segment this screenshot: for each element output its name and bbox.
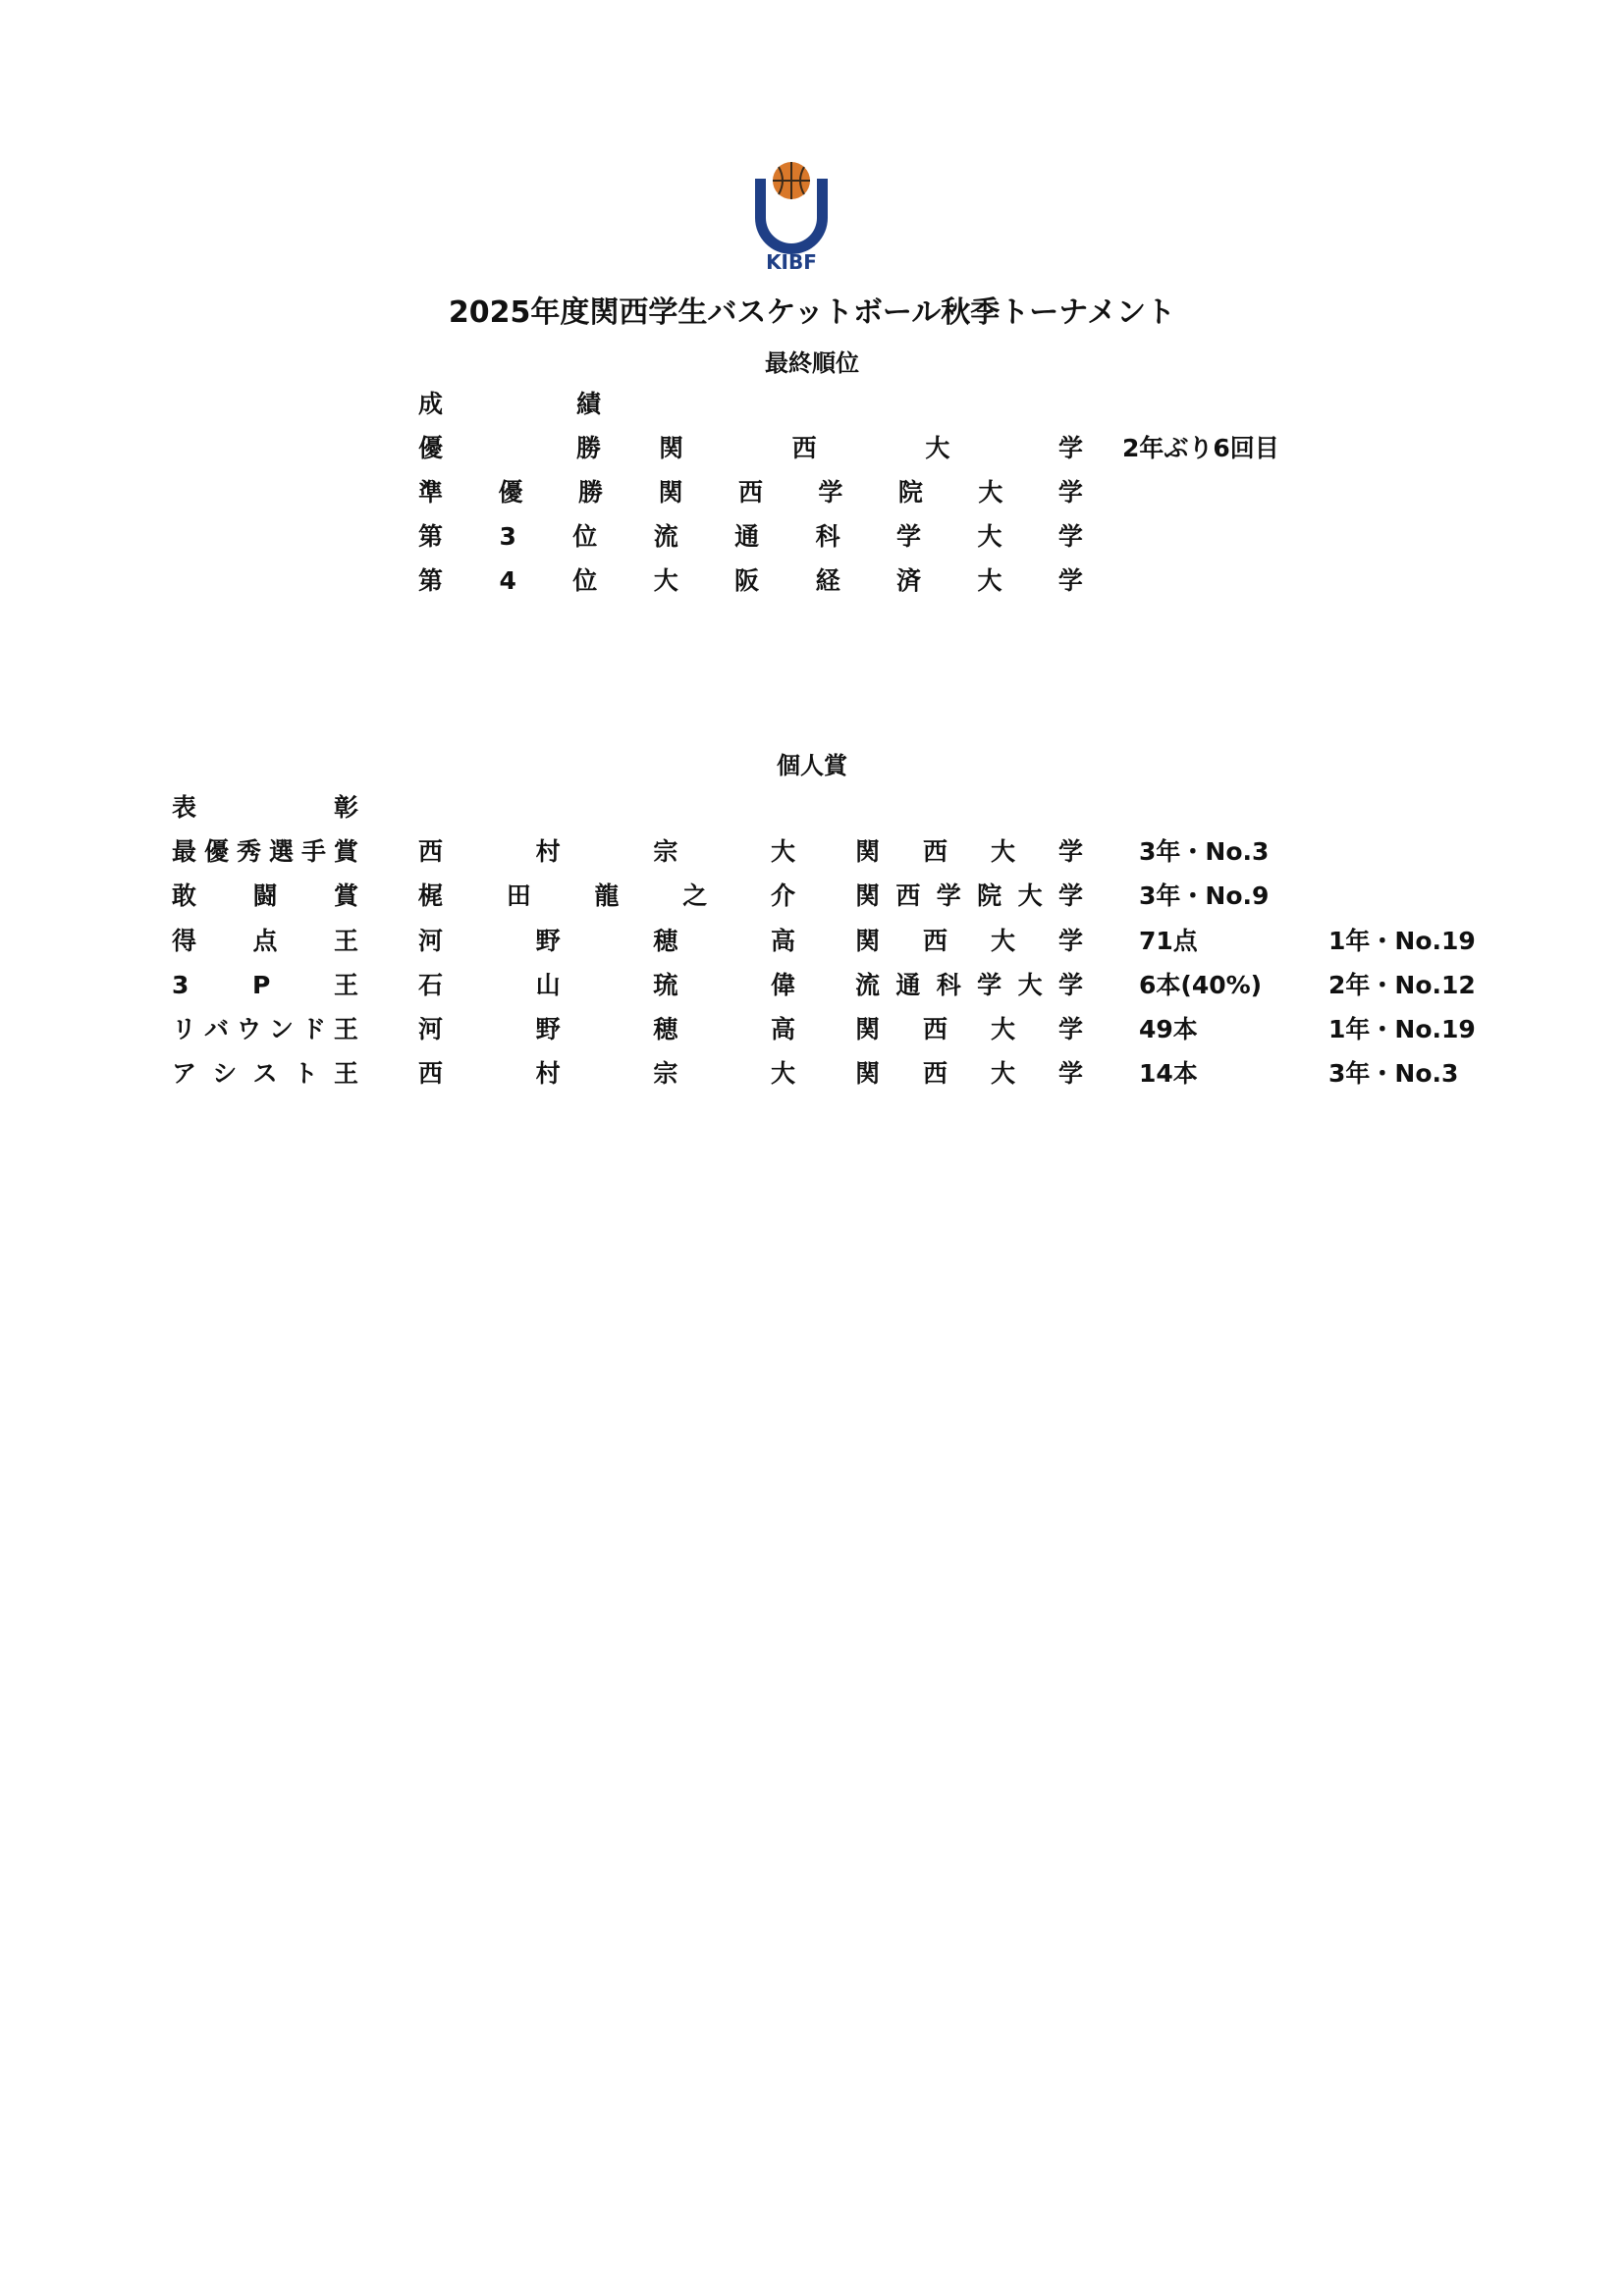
cell-char: 阪 bbox=[734, 566, 760, 595]
rank-char: 勝 bbox=[575, 434, 601, 462]
player-name-char: 山 bbox=[535, 971, 561, 999]
cell-char: 通 bbox=[734, 522, 760, 551]
cell-char: 勝 bbox=[577, 478, 603, 507]
logo-caption: KIBF bbox=[766, 250, 817, 274]
player-name bbox=[418, 877, 795, 916]
player-name-char: 穂 bbox=[653, 1015, 678, 1043]
player-school-char: 学 bbox=[1057, 971, 1083, 999]
award-title-char: 手 bbox=[300, 837, 326, 866]
player-school-char: 西 bbox=[922, 1015, 947, 1043]
player-name bbox=[418, 832, 795, 872]
player-school bbox=[855, 877, 1083, 916]
cell-char: 準 bbox=[418, 478, 444, 507]
cell-char: 学 bbox=[896, 522, 922, 551]
player-name-char: 穂 bbox=[653, 927, 678, 955]
player-name-char: 高 bbox=[770, 927, 795, 955]
award-title-char: 王 bbox=[333, 1059, 358, 1088]
basketball-icon bbox=[773, 162, 810, 199]
player-school-char: 西 bbox=[922, 1059, 947, 1088]
cell-char: 大 bbox=[978, 478, 1003, 507]
player-name-char: 河 bbox=[418, 927, 444, 955]
award-title-char: 王 bbox=[333, 971, 358, 999]
player-school-char: 西 bbox=[922, 927, 947, 955]
award-stat: 71点 bbox=[1139, 927, 1198, 955]
award-row bbox=[0, 922, 1624, 961]
player-name bbox=[418, 966, 795, 1005]
player-name-char: 河 bbox=[418, 1015, 444, 1043]
award-title-char: 敢 bbox=[172, 881, 197, 910]
player-name-char: 野 bbox=[535, 1015, 561, 1043]
player-name-char: 大 bbox=[770, 1059, 795, 1088]
player-school-char: 関 bbox=[855, 1059, 881, 1088]
award-title bbox=[172, 922, 358, 961]
award-info: 3年・No.3 bbox=[1328, 1059, 1459, 1088]
player-name-char: 村 bbox=[535, 1059, 561, 1088]
cell-char: 経 bbox=[815, 566, 840, 595]
header-char: 績 bbox=[575, 390, 601, 418]
award-info: 1年・No.19 bbox=[1328, 1015, 1476, 1043]
cell-char: 済 bbox=[896, 566, 922, 595]
player-school-char: 科 bbox=[936, 971, 961, 999]
awards-header-row bbox=[0, 788, 1624, 828]
player-name bbox=[418, 1054, 795, 1094]
award-title bbox=[172, 966, 358, 1005]
standings-row-third bbox=[0, 517, 1624, 557]
standings-row-fourth bbox=[0, 561, 1624, 601]
player-name-char: 介 bbox=[770, 881, 795, 910]
player-school-char: 西 bbox=[922, 837, 947, 866]
standings-header-row bbox=[0, 385, 1624, 424]
player-name-char: 大 bbox=[770, 837, 795, 866]
player-name-char: 宗 bbox=[653, 837, 678, 866]
award-title-char: 王 bbox=[333, 1015, 358, 1043]
cell-char: 第 bbox=[418, 522, 444, 551]
award-title-char: シ bbox=[212, 1059, 238, 1088]
cell-char: 大 bbox=[653, 566, 678, 595]
standings-cells bbox=[418, 517, 1083, 557]
header-char: 彰 bbox=[333, 793, 358, 822]
player-school-char: 関 bbox=[855, 1015, 881, 1043]
player-school-char: 学 bbox=[1057, 1015, 1083, 1043]
rank-char: 優 bbox=[418, 434, 444, 462]
player-school-char: 関 bbox=[855, 881, 881, 910]
standings-cells bbox=[418, 561, 1083, 601]
award-title-char: 最 bbox=[172, 837, 197, 866]
player-school-char: 学 bbox=[1057, 927, 1083, 955]
award-stat: 3年・No.3 bbox=[1139, 837, 1270, 866]
header-char: 成 bbox=[418, 390, 444, 418]
award-info: 2年・No.12 bbox=[1328, 971, 1476, 999]
award-title bbox=[172, 1054, 358, 1094]
award-title-char: ド bbox=[300, 1015, 326, 1043]
school-name bbox=[659, 429, 1083, 468]
award-row bbox=[0, 1010, 1624, 1049]
cell-char: 流 bbox=[653, 522, 678, 551]
award-stat: 6本(40%) bbox=[1139, 971, 1263, 999]
cell-char: 大 bbox=[977, 566, 1002, 595]
award-title bbox=[172, 832, 358, 872]
school-char: 関 bbox=[659, 434, 684, 462]
kibf-logo bbox=[749, 157, 834, 275]
player-school-char: 学 bbox=[1057, 1059, 1083, 1088]
cell-char: 優 bbox=[498, 478, 523, 507]
player-school-char: 学 bbox=[977, 971, 1002, 999]
award-title-char: 優 bbox=[203, 837, 229, 866]
player-school-char: 流 bbox=[855, 971, 881, 999]
cell-char: 学 bbox=[1057, 522, 1083, 551]
award-info: 1年・No.19 bbox=[1328, 927, 1476, 955]
award-title-char: リ bbox=[172, 1015, 197, 1043]
player-school-char: 通 bbox=[895, 971, 921, 999]
player-school-char: 関 bbox=[855, 927, 881, 955]
player-school-char: 大 bbox=[1017, 971, 1043, 999]
player-school-char: 大 bbox=[990, 837, 1015, 866]
page-title: 2025年度関西学生バスケットボール秋季トーナメント bbox=[448, 295, 1176, 330]
award-title-char: P bbox=[252, 971, 271, 999]
cell-char: 位 bbox=[572, 566, 598, 595]
award-title bbox=[172, 877, 358, 916]
award-stat: 3年・No.9 bbox=[1139, 881, 1270, 910]
player-school bbox=[855, 832, 1083, 872]
award-stat: 49本 bbox=[1139, 1015, 1198, 1043]
player-name-char: 石 bbox=[418, 971, 444, 999]
player-name-char: 高 bbox=[770, 1015, 795, 1043]
player-school-char: 大 bbox=[990, 1015, 1015, 1043]
awards-heading: 個人賞 bbox=[777, 752, 847, 779]
standings-row-winner bbox=[0, 429, 1624, 468]
player-name-char: 之 bbox=[682, 881, 708, 910]
cell-char: 院 bbox=[897, 478, 923, 507]
cell-char: 学 bbox=[1057, 566, 1083, 595]
cell-char: 学 bbox=[818, 478, 843, 507]
player-name-char: 琉 bbox=[653, 971, 678, 999]
winner-note: 2年ぶり6回目 bbox=[1122, 434, 1279, 462]
player-name-char: 田 bbox=[506, 881, 531, 910]
cell-char: 科 bbox=[815, 522, 840, 551]
award-row bbox=[0, 966, 1624, 1005]
award-row bbox=[0, 832, 1624, 872]
award-title-char: ア bbox=[172, 1059, 197, 1088]
school-char: 西 bbox=[791, 434, 817, 462]
player-name-char: 西 bbox=[418, 837, 444, 866]
award-title-char: 選 bbox=[268, 837, 294, 866]
awards-header bbox=[172, 788, 358, 828]
player-school-char: 大 bbox=[1017, 881, 1043, 910]
player-name-char: 偉 bbox=[770, 971, 795, 999]
player-school bbox=[855, 1054, 1083, 1094]
cell-char: 学 bbox=[1057, 478, 1083, 507]
standings-cells bbox=[418, 473, 1083, 512]
player-school-char: 西 bbox=[895, 881, 921, 910]
cell-char: 4 bbox=[499, 566, 516, 595]
standings-header bbox=[418, 385, 601, 424]
award-title-char: 闘 bbox=[252, 881, 278, 910]
standings-row-second bbox=[0, 473, 1624, 512]
player-name-char: 梶 bbox=[418, 881, 444, 910]
player-name bbox=[418, 922, 795, 961]
award-title-char: ス bbox=[252, 1059, 278, 1088]
player-name-char: 野 bbox=[535, 927, 561, 955]
award-title-char: 王 bbox=[333, 927, 358, 955]
standings-heading: 最終順位 bbox=[765, 349, 859, 377]
player-name-char: 龍 bbox=[594, 881, 620, 910]
award-title-char: 賞 bbox=[333, 837, 358, 866]
player-name bbox=[418, 1010, 795, 1049]
player-school-char: 大 bbox=[990, 1059, 1015, 1088]
player-name-char: 西 bbox=[418, 1059, 444, 1088]
award-title-char: ト bbox=[293, 1059, 318, 1088]
award-title-char: 点 bbox=[252, 927, 278, 955]
cell-char: 西 bbox=[737, 478, 763, 507]
cell-char: 関 bbox=[658, 478, 683, 507]
award-row bbox=[0, 877, 1624, 916]
award-title-char: ウ bbox=[236, 1015, 261, 1043]
award-row bbox=[0, 1054, 1624, 1094]
player-school-char: 学 bbox=[936, 881, 961, 910]
award-title-char: バ bbox=[203, 1015, 229, 1043]
player-school-char: 院 bbox=[977, 881, 1002, 910]
player-name-char: 村 bbox=[535, 837, 561, 866]
player-school-char: 大 bbox=[990, 927, 1015, 955]
award-title-char: 得 bbox=[172, 927, 197, 955]
award-title-char: 秀 bbox=[236, 837, 261, 866]
award-title-char: 3 bbox=[172, 971, 189, 999]
player-name-char: 宗 bbox=[653, 1059, 678, 1088]
school-char: 学 bbox=[1057, 434, 1083, 462]
player-school-char: 学 bbox=[1057, 837, 1083, 866]
player-school bbox=[855, 922, 1083, 961]
player-school bbox=[855, 1010, 1083, 1049]
player-school-char: 関 bbox=[855, 837, 881, 866]
school-char: 大 bbox=[925, 434, 950, 462]
cell-char: 3 bbox=[499, 522, 516, 551]
player-school-char: 学 bbox=[1057, 881, 1083, 910]
award-title-char: 賞 bbox=[333, 881, 358, 910]
award-title bbox=[172, 1010, 358, 1049]
rank-label bbox=[418, 429, 601, 468]
award-title-char: ン bbox=[268, 1015, 294, 1043]
cell-char: 第 bbox=[418, 566, 444, 595]
award-stat: 14本 bbox=[1139, 1059, 1198, 1088]
header-char: 表 bbox=[172, 793, 197, 822]
cell-char: 位 bbox=[572, 522, 598, 551]
cell-char: 大 bbox=[977, 522, 1002, 551]
player-school bbox=[855, 966, 1083, 1005]
